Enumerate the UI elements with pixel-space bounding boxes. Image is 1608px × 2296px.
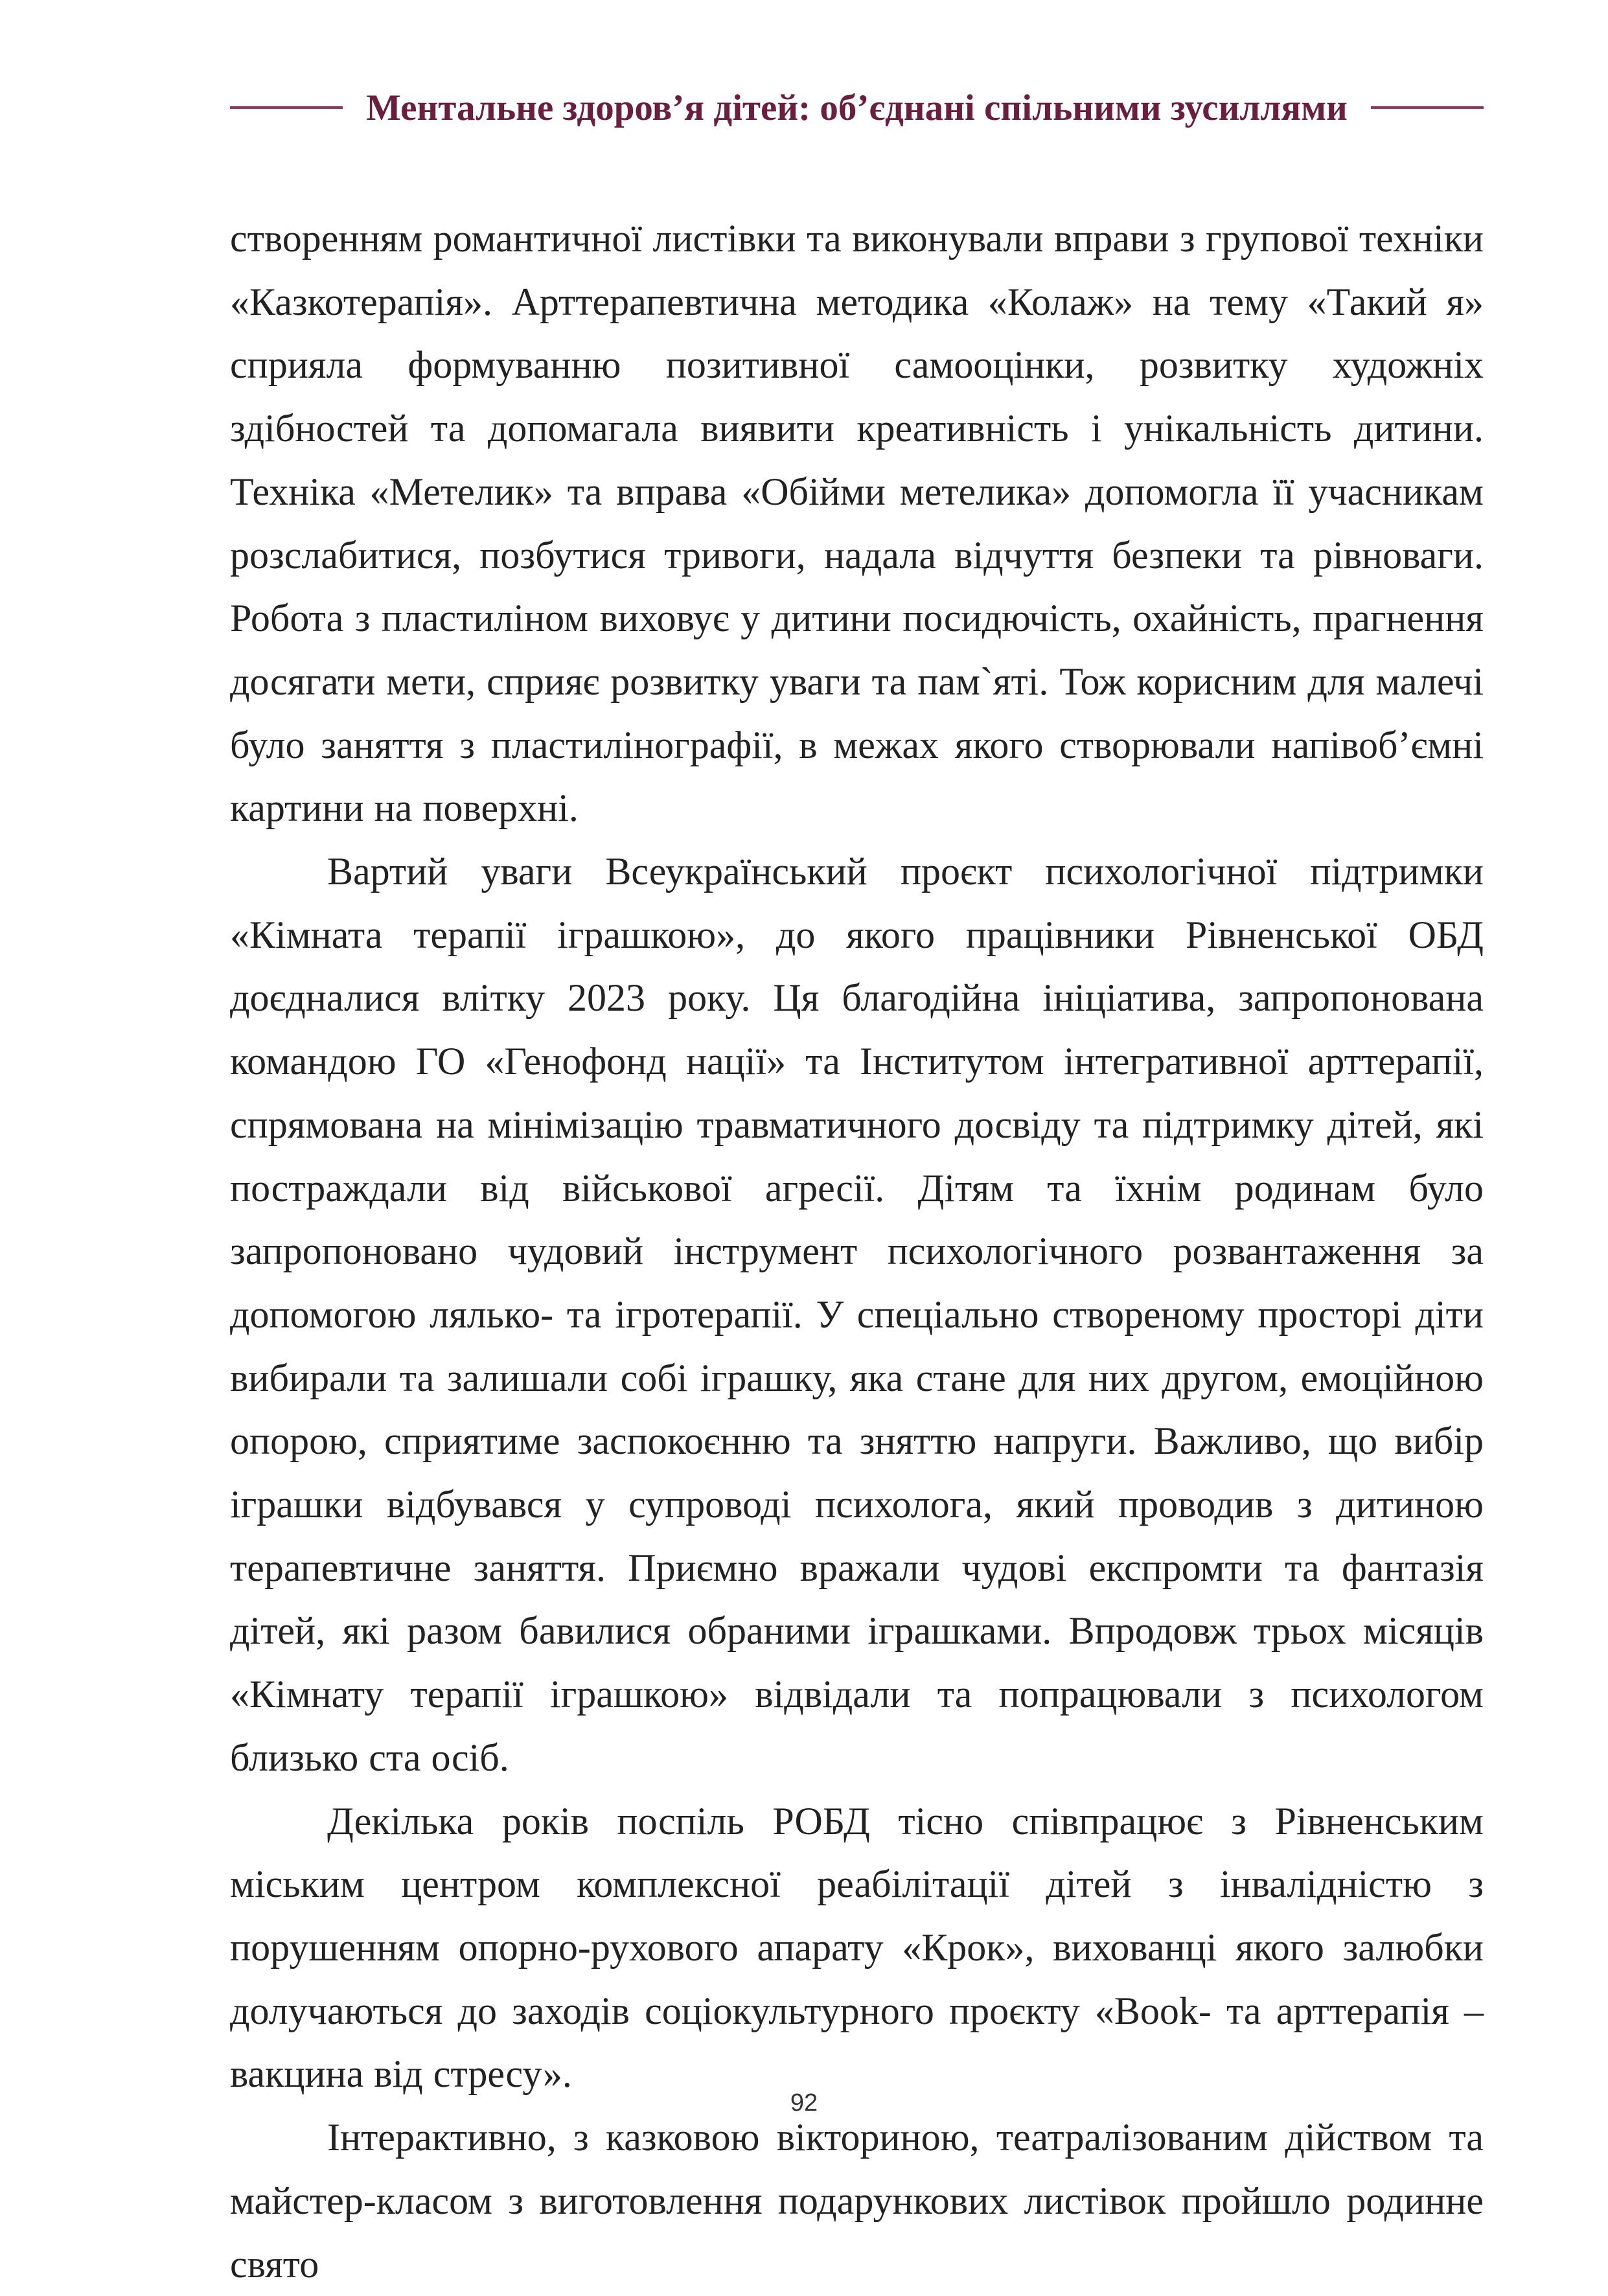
page-number: 92: [790, 2089, 818, 2117]
paragraph-2: Вартий уваги Всеукраїнський проєкт психологічної підтримки «Кімната терапії іграшкою», до якого працівники Рівненської ОБД доєдналися влітку 2023 року. Ця благодійна ініціатива, запропонована командою ГО «Генофонд нації» та Інститутом інтегративної арттерапії, спрямована на мінімізацію травматичного досвіду та підтримку дітей, які постраждали від військової агресії. Дітям та їхнім родинам було запропоновано чудовий інструмент психологічного розвантаження за допомогою лялько- та ігротерапії. У спеціально створеному просторі діти вибирали та залишали собі іграшку, яка стане для них другом, емоційною опорою, сприятиме заспокоєнню та зняттю напруги. Важливо, що вибір іграшки відбувався у супроводі психолога, який проводив з дитиною терапевтичне заняття. Приємно вражали чудові експромти та фантазія дітей, які разом бавилися обраними іграшками. Впродовж трьох місяців «Кімнату терапії іграшкою» відвідали та попрацювали з психологом близько ста осіб.: [230, 850, 1484, 1779]
header-title: Ментальне здоров’я дітей: об’єднані спільними зусиллями: [366, 87, 1348, 128]
running-header: [230, 76, 1484, 139]
paragraph-1: створенням романтичної листівки та виконували вправи з групової техніки «Казкотерапія». Арттерапевтична методика «Колаж» на тему «Такий я» сприяла формуванню позитивної самооцінки, розвитку художніх здібностей та допомагала виявити креативність і унікальність дитини. Техніка «Метелик» та вправа «Обійми метелика» допомогла її учасникам розслабитися, позбутися тривоги, надала відчуття безпеки та рівноваги. Робота з пластиліном виховує у дитини посидючість, охайність, прагнення досягати мети, сприяє розвитку уваги та пам`яті. Тож корисним для малечі було заняття з пластилінографії, в межах якого створювали напівоб’ємні картини на поверхні.: [230, 217, 1484, 830]
paragraph-3: Декілька років поспіль РОБД тісно співпрацює з Рівненським міським центром комплексної реабілітації дітей з інвалідністю з порушенням опорно-рухового апарату «Крок», вихованці якого залюбки долучаються до заходів соціокультурного проєкту «Book- та арттерапія – вакцина від стресу».: [230, 1799, 1484, 2096]
header-rule-right: [1371, 106, 1484, 109]
paragraph-4: Інтерактивно, з казковою вікториною, театралізованим дійством та майстер-класом з виготовлення подарункових листівок пройшло родинне свято: [230, 2116, 1484, 2286]
header-rule-left: [230, 106, 343, 109]
body-text: [230, 207, 1484, 2296]
